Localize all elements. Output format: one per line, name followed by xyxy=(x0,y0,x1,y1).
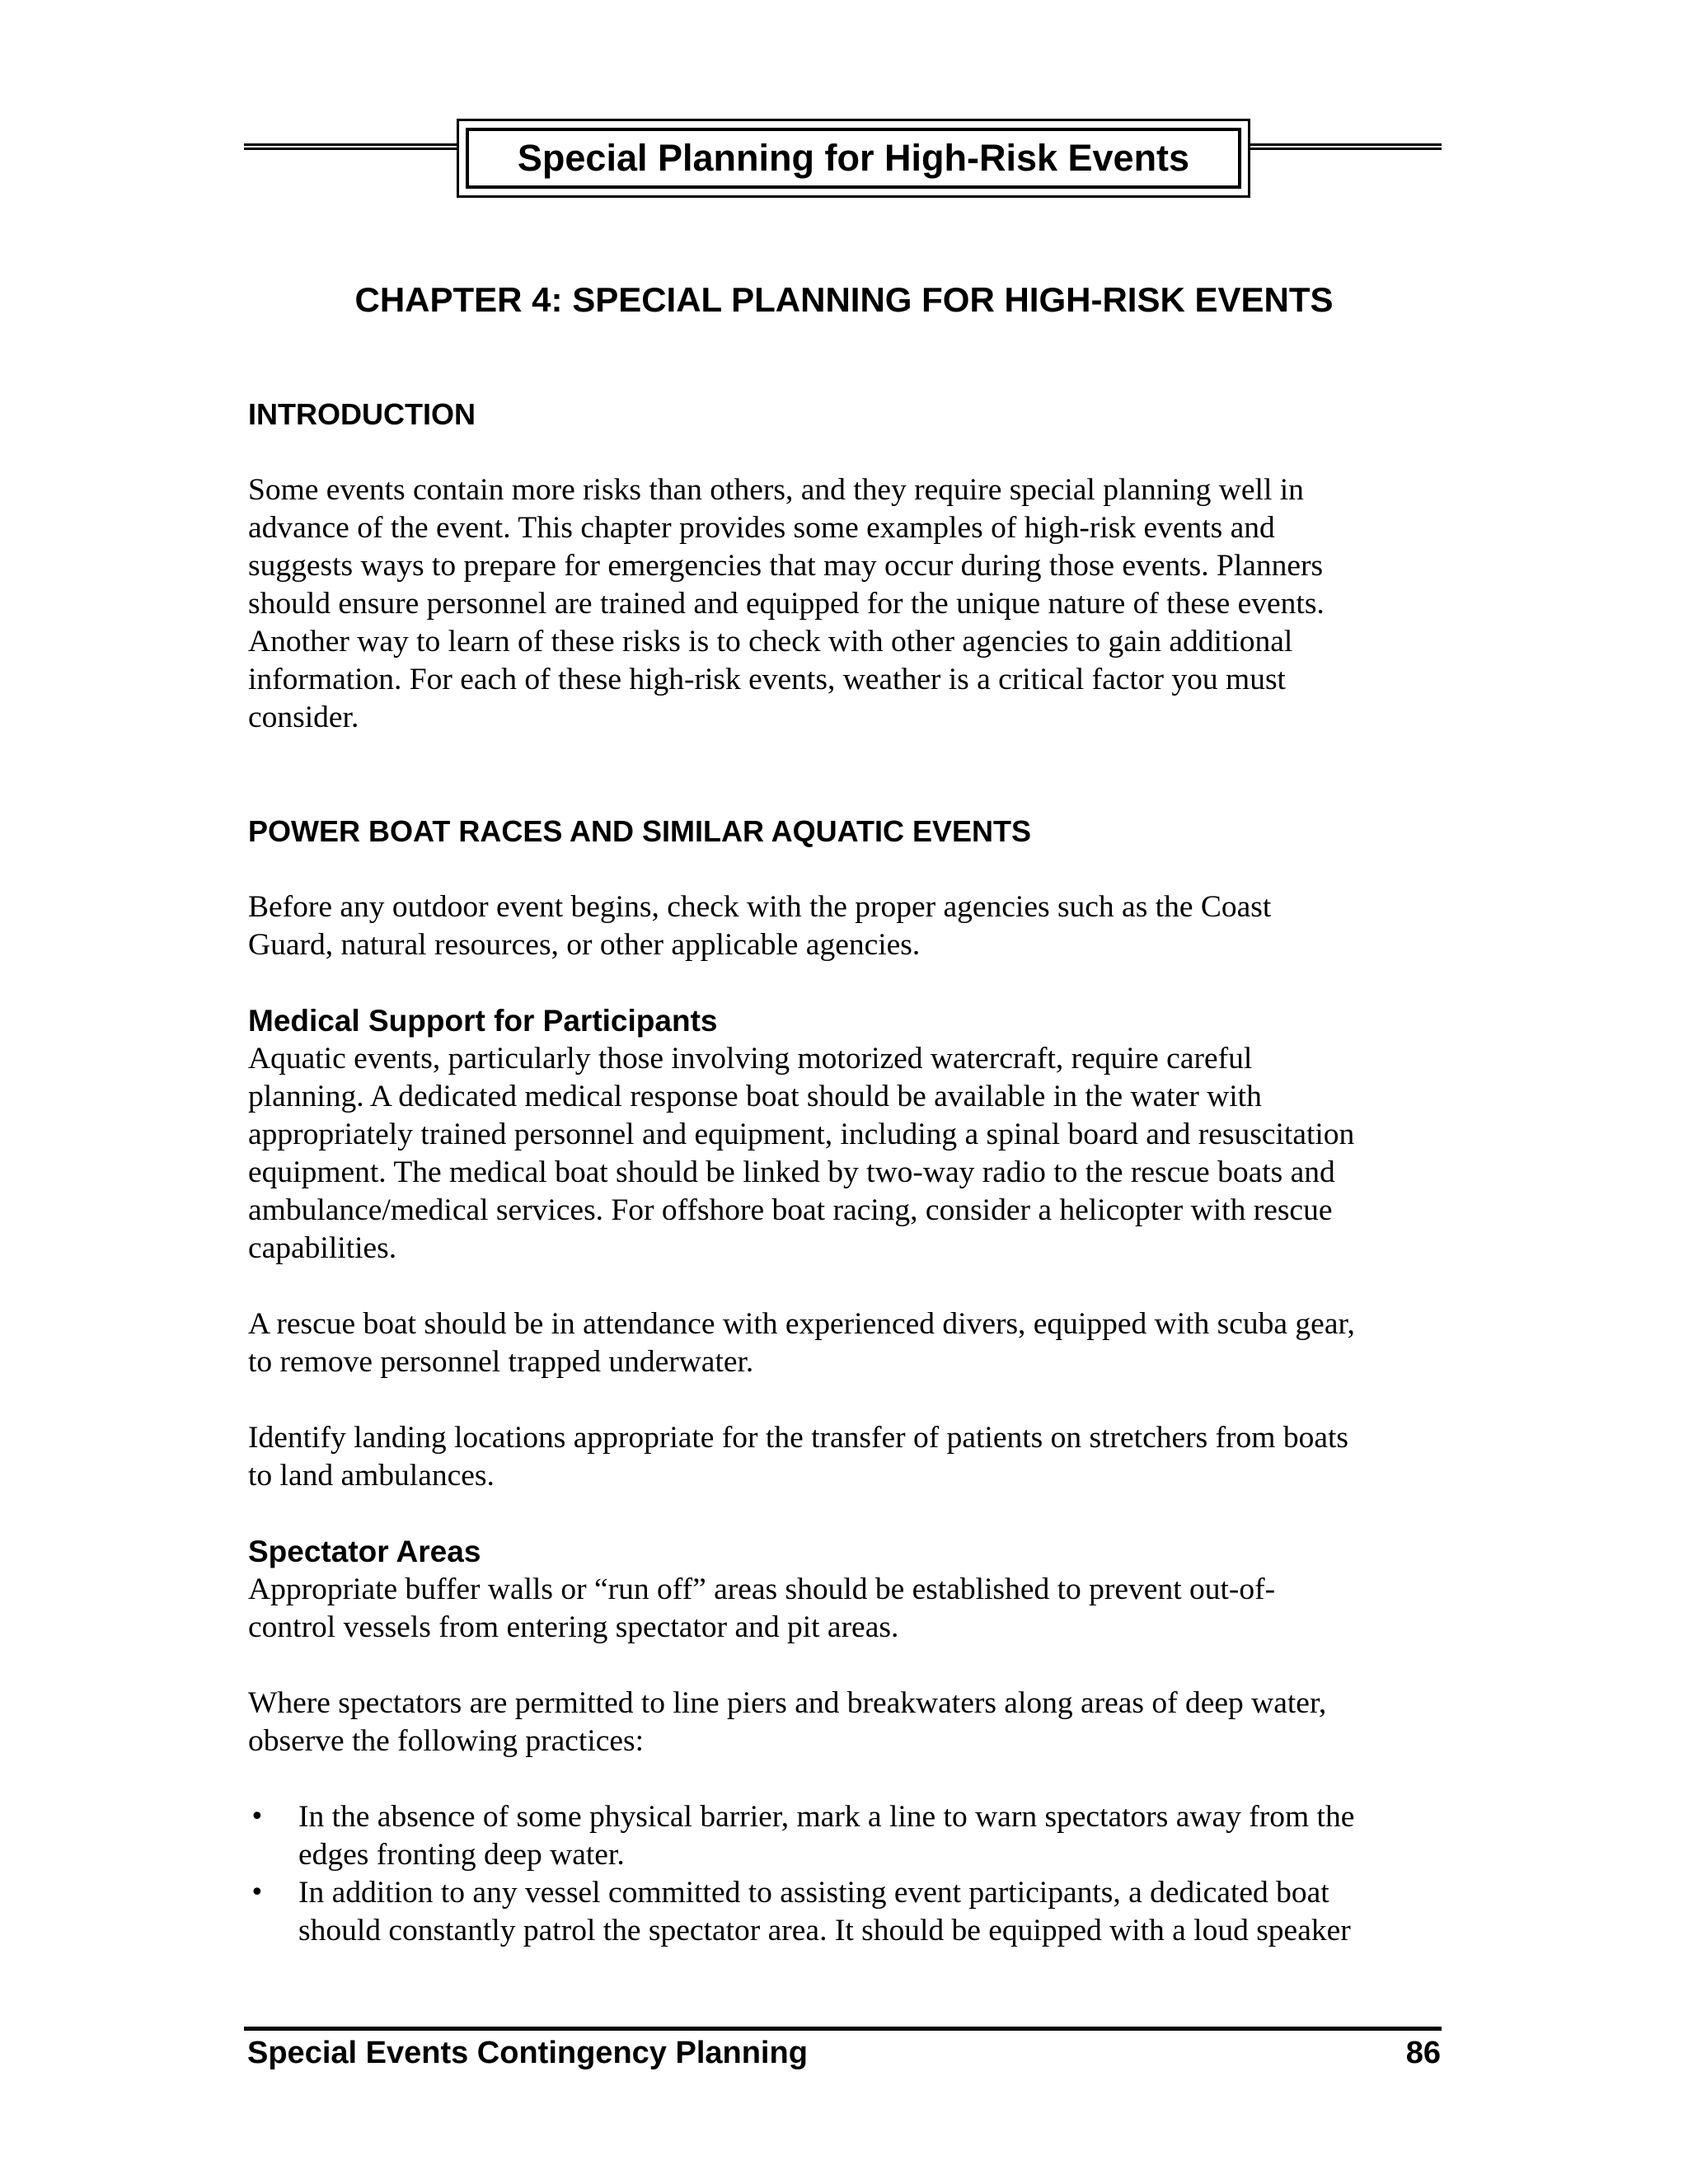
spectator-areas-paragraph-1 xyxy=(248,1571,1443,1647)
text-line: Some events contain more risks than others, and they require special planning well in xyxy=(248,473,1304,507)
introduction-heading: INTRODUCTION xyxy=(248,397,476,431)
text-line: to remove personnel trapped underwater. xyxy=(248,1345,754,1379)
text-line: should constantly patrol the spectator area. It should be equipped with a loud speaker xyxy=(298,1914,1351,1947)
text-line: Appropriate buffer walls or “run off” areas should be established to prevent out-of- xyxy=(248,1572,1276,1606)
text-line: Where spectators are permitted to line piers and breakwaters along areas of deep water, xyxy=(248,1686,1327,1720)
page-content xyxy=(248,396,1443,1950)
text-line: appropriately trained personnel and equipment, including a spinal board and resuscitation xyxy=(248,1118,1355,1151)
power-boat-intro-paragraph xyxy=(248,888,1443,964)
text-line: In the absence of some physical barrier, mark a line to warn spectators away from the xyxy=(298,1800,1355,1834)
page-number: 86 xyxy=(1405,2036,1441,2070)
text-line: Before any outdoor event begins, check with the proper agencies such as the Coast xyxy=(248,890,1272,924)
text-line: Another way to learn of these risks is to check with other agencies to gain additional xyxy=(248,625,1293,658)
header-rule-left xyxy=(244,143,457,150)
text-line: planning. A dedicated medical response boat should be available in the water with xyxy=(248,1080,1262,1113)
introduction-paragraph xyxy=(248,471,1443,737)
text-line: suggests ways to prepare for emergencies that may occur during those events. Planners xyxy=(248,549,1324,583)
text-line: equipment. The medical boat should be linked by two-way radio to the rescue boats and xyxy=(248,1155,1335,1189)
spectator-practices-list xyxy=(248,1798,1443,1950)
text-line: ambulance/medical services. For offshore boat racing, consider a helicopter with rescue xyxy=(248,1193,1333,1227)
list-item xyxy=(248,1874,1443,1950)
text-line: advance of the event. This chapter provides some examples of high-risk events and xyxy=(248,511,1275,545)
header-box xyxy=(457,119,1250,198)
medical-support-paragraph-2 xyxy=(248,1305,1443,1381)
text-line: should ensure personnel are trained and equipped for the unique nature of these events. xyxy=(248,587,1325,621)
text-line: A rescue boat should be in attendance with experienced divers, equipped with scuba gear, xyxy=(248,1307,1355,1341)
list-item xyxy=(248,1798,1443,1874)
text-line: Identify landing locations appropriate for the transfer of patients on stretchers from boats xyxy=(248,1421,1348,1455)
text-line: Guard, natural resources, or other applicable agencies. xyxy=(248,928,921,962)
medical-support-heading: Medical Support for Participants xyxy=(248,1004,718,1038)
running-header-title: Special Planning for High-Risk Events xyxy=(517,137,1190,179)
medical-support-paragraph-1 xyxy=(248,1040,1443,1268)
text-line: In addition to any vessel committed to assisting event participants, a dedicated boat xyxy=(298,1876,1329,1910)
spectator-areas-paragraph-2 xyxy=(248,1685,1443,1760)
text-line: Aquatic events, particularly those involving motorized watercraft, require careful xyxy=(248,1042,1253,1076)
spectator-areas-heading: Spectator Areas xyxy=(248,1535,481,1568)
power-boat-heading: POWER BOAT RACES AND SIMILAR AQUATIC EVENTS xyxy=(248,814,1032,848)
text-line: to land ambulances. xyxy=(248,1459,495,1493)
footer-rule xyxy=(244,2027,1442,2031)
header-box-inner xyxy=(466,128,1241,189)
text-line: capabilities. xyxy=(248,1231,397,1265)
medical-support-paragraph-3 xyxy=(248,1419,1443,1495)
bullet-icon: • xyxy=(250,1802,265,1831)
text-line: observe the following practices: xyxy=(248,1724,645,1758)
text-line: consider. xyxy=(248,701,359,734)
text-line: information. For each of these high-risk events, weather is a critical factor you must xyxy=(248,663,1286,696)
header-rule-right xyxy=(1250,143,1442,150)
text-line: edges fronting deep water. xyxy=(298,1838,625,1872)
bullet-icon: • xyxy=(250,1878,265,1907)
footer-document-title: Special Events Contingency Planning xyxy=(247,2036,808,2070)
text-line: control vessels from entering spectator and pit areas. xyxy=(248,1610,899,1644)
chapter-title: CHAPTER 4: SPECIAL PLANNING FOR HIGH-RISK EVENTS xyxy=(354,280,1334,319)
